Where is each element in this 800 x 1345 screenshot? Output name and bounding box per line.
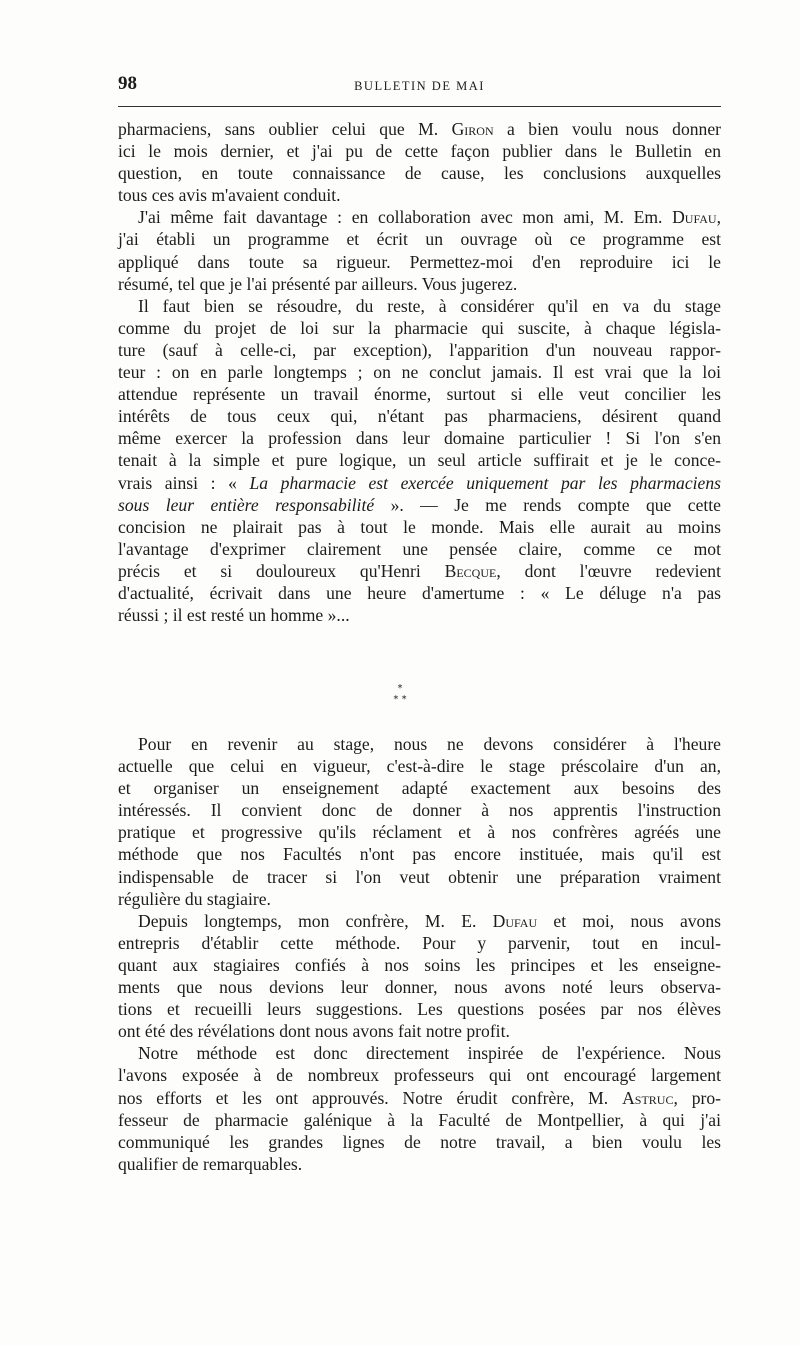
section-2 [118, 733, 721, 1175]
author-name: Becque [444, 560, 497, 581]
text-line: ments que nous devions leur donner, nous avons noté leurs observa- [118, 977, 721, 998]
quoted-law: La pharmacie est exercée uniquement par les pharmaciens [249, 472, 721, 493]
text-line: précis et si douloureux qu'Henri Becque, dont l'œuvre redevient [118, 560, 721, 581]
text-line: nos efforts et les ont approuvés. Notre érudit confrère, M. Astruc, pro- [118, 1087, 722, 1108]
text-line: entrepris d'établir cette méthode. Pour y parvenir, tout en incul- [118, 932, 721, 953]
text-line: question, en toute connaissance de cause, les conclusions auxquelles [118, 163, 721, 184]
text-line: attendue représente un travail énorme, surtout si elle veut concilier les [118, 384, 721, 405]
text-line: tenait à la simple et pure logique, un seul article suffirait et je le conce- [118, 450, 721, 471]
text-line: même exercer la profession dans leur domaine particulier ! Si l'on s'en [118, 428, 721, 449]
text-line: ture (sauf à celle-ci, par exception), l'apparition d'un nouveau rappor- [118, 339, 721, 360]
author-name: Dufau [492, 910, 538, 931]
text-line: tions et recueilli leurs suggestions. Les questions posées par nos élèves [118, 999, 721, 1020]
text-line: méthode que nos Facultés n'ont pas encore instituée, mais qu'il est [118, 844, 721, 865]
text-line: J'ai même fait davantage : en collaboration avec mon ami, M. Em. Dufau, [138, 207, 721, 228]
asterisk-top: * [397, 683, 403, 694]
text-line: qualifier de remarquables. [118, 1153, 303, 1174]
quoted-law: sous leur entière responsabilité [118, 494, 375, 515]
text-line: concision ne plairait pas à tout le monde. Mais elle aurait au moins [118, 516, 721, 537]
text-line: j'ai établi un programme et écrit un ouvrage où ce programme est [118, 229, 721, 250]
text-line: communiqué les grandes lignes de notre travail, a bien voulu les [118, 1131, 721, 1152]
text-line: ont été des révélations dont nous avons fait notre profit. [118, 1021, 510, 1042]
text-line: intérêts de tous ceux qui, n'étant pas pharmaciens, désirent quand [118, 406, 721, 427]
text-line: comme du projet de loi sur la pharmacie qui suscite, à chaque législa- [118, 317, 721, 338]
text-line: indispensable de tracer si l'on veut obtenir une préparation vraiment [118, 866, 721, 887]
text-line: pharmaciens, sans oublier celui que M. Giron a bien voulu nous donner [118, 119, 722, 139]
author-name: Dufau [672, 207, 717, 228]
text-line: Il faut bien se résoudre, du reste, à considérer qu'il en va du stage [138, 295, 721, 316]
page-number: 98 [118, 73, 137, 94]
author-name: Astruc [622, 1087, 674, 1108]
text-line: l'avantage d'exprimer clairement une pensée claire, comme ce mot [118, 538, 721, 559]
text-line: Notre méthode est donc directement inspirée de l'expérience. Nous [138, 1043, 721, 1064]
page-header [118, 73, 721, 97]
text-line: Pour en revenir au stage, nous ne devons considérer à l'heure [138, 734, 721, 754]
text-line: quant aux stagiaires confiés à nos soins les principes et les enseigne- [118, 954, 721, 975]
text-line: teur : on en parle longtemps ; on ne conclut jamais. Il est vrai que la loi [118, 362, 721, 383]
text-line: intéressés. Il convient donc de donner à nos apprentis l'instruction [118, 800, 721, 821]
text-line: ici le mois dernier, et j'ai pu de cette façon publier dans le Bulletin en [118, 141, 721, 162]
text-line: fesseur de pharmacie galénique à la Faculté de Montpellier, à qui j'ai [118, 1109, 721, 1130]
running-title: BULLETIN DE MAI [354, 79, 485, 93]
text-line: sous leur entière responsabilité ». — Je me rends compte que cette [118, 494, 721, 515]
text-line: tous ces avis m'avaient conduit. [118, 185, 341, 206]
author-name: Giron [451, 119, 494, 139]
text-line: réussi ; il est resté un homme »... [118, 605, 350, 626]
asterisk-bottom: * * [393, 694, 407, 705]
text-line: régulière du stagiaire. [118, 888, 271, 909]
text-line: d'actualité, écrivait dans une heure d'amertume : « Le déluge n'a pas [118, 582, 721, 603]
section-1 [118, 118, 721, 626]
text-line: vrais ainsi : « La pharmacie est exercée uniquement par les pharmaciens [118, 472, 721, 493]
text-line: pratique et progressive qu'ils réclament et à nos confrères agréés une [118, 822, 721, 843]
section-separator [380, 683, 420, 705]
text-line: résumé, tel que je l'ai présenté par ailleurs. Vous jugerez. [118, 273, 518, 294]
text-line: l'avons exposée à de nombreux professeurs qui ont encouragé largement [118, 1065, 721, 1086]
text-line: et organiser un enseignement adapté exactement aux besoins des [118, 778, 721, 799]
text-line: actuelle que celui en vigueur, c'est-à-dire le stage préscolaire d'un an, [118, 756, 721, 777]
text-line: appliqué dans toute sa rigueur. Permettez-moi d'en reproduire ici le [118, 251, 721, 272]
text-line: Depuis longtemps, mon confrère, M. E. Dufau et moi, nous avons [138, 910, 721, 931]
header-rule [118, 106, 721, 107]
